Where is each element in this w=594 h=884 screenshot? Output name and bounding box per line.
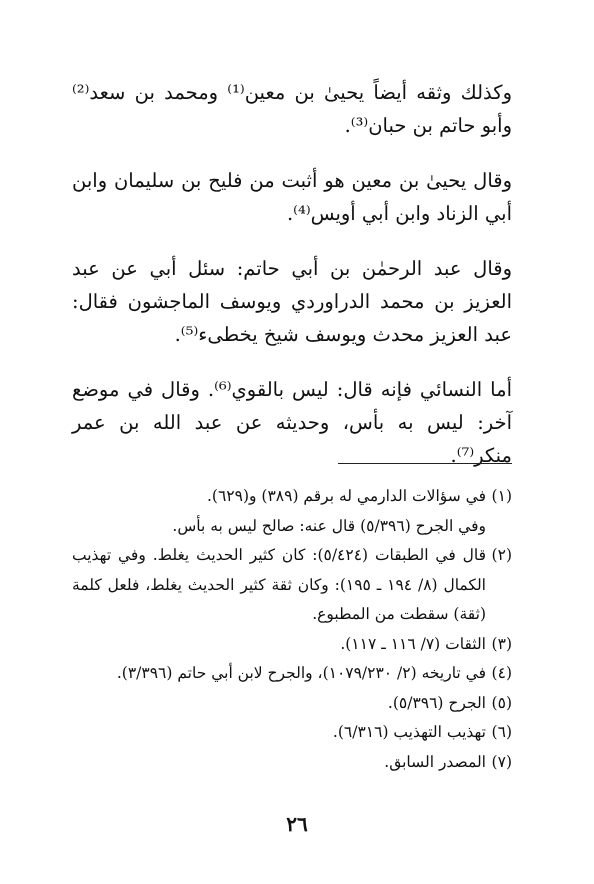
footnote-1-continuation [72, 512, 512, 542]
paragraph-4: أما النسائي فإنه قال: ليس بالقوي⁽⁶⁾. وقال في موضع آخر: ليس به بأس، وحديثه عن عبد الله بن عمر منكر⁽⁷⁾. [72, 378, 512, 467]
footnote-7 [72, 748, 512, 778]
footnote-number: (٢) [491, 546, 512, 564]
footnote-number: (٧) [491, 752, 512, 771]
footnote-text: قال في الطبقات (٥/٤٢٤): كان كثير الحديث يغلط. وفي تهذيب الكمال (٨/ ١٩٤ ـ ١٩٥): وكان ثقة كثير الحديث يغلط، فلعل كلمة (ثقة) سقطت من المطبوع. [72, 546, 486, 623]
footnote-number: (٦) [491, 723, 512, 741]
footnote-number: (٣) [491, 634, 512, 653]
footnotes [72, 482, 512, 777]
footnote-4 [72, 659, 512, 689]
footnote-divider [338, 463, 512, 464]
main-text [72, 76, 512, 472]
footnote-3 [72, 630, 512, 660]
footnote-2 [72, 541, 512, 630]
page-number: ٢٦ [286, 812, 308, 836]
footnote-number: (١) [491, 487, 512, 505]
paragraph-3: وقال عبد الرحمٰن بن أبي حاتم: سئل أبي عن عبد العزيز بن محمد الدراوردي ويوسف الماجشون فقال: عبد العزيز محدث ويوسف شيخ يخطىء⁽⁵⁾. [72, 257, 512, 346]
footnote-text: في سؤالات الدارمي له برقم (٣٨٩) و(٦٢٩). [206, 487, 486, 505]
footnote-text: الجرح (٥/٣٩٦). [387, 693, 486, 712]
footnote-5 [72, 689, 512, 719]
footnote-1 [72, 482, 512, 512]
footnote-text: الثقات (٧/ ١١٦ ـ ١١٧). [340, 634, 486, 653]
paragraph-2: وقال يحيىٰ بن معين هو أثبت من فليح بن سليمان وابن أبي الزناد وابن أبي أويس⁽⁴⁾. [72, 169, 512, 225]
footnote-number: (٥) [491, 693, 512, 712]
footnote-text: وفي الجرح (٥/٣٩٦) قال عنه: صالح ليس به بأس. [172, 516, 486, 535]
paragraph-1: وكذلك وثقه أيضاً يحيىٰ بن معين⁽¹⁾ ومحمد بن سعد⁽²⁾ وأبو حاتم بن حبان⁽³⁾. [72, 81, 512, 137]
footnote-text: تهذيب التهذيب (٦/٣١٦). [332, 723, 486, 741]
footnote-text: في تاريخه (٢/ ١٠٧٩/٢٣٠)، والجرح لابن أبي حاتم (٣/٣٩٦). [116, 664, 486, 682]
footnote-number: (٤) [491, 664, 512, 682]
footnote-6 [72, 718, 512, 748]
footnote-text: المصدر السابق. [384, 752, 486, 771]
